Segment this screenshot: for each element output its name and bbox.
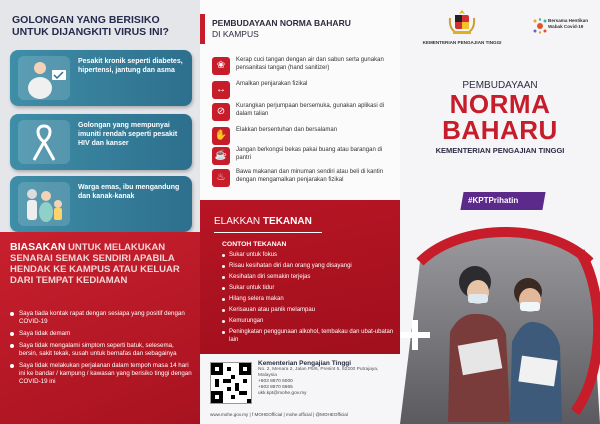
handwash-icon: ❀ bbox=[212, 57, 230, 75]
norm-item bbox=[212, 80, 392, 102]
risk-text: Pesakit kronik seperti diabetes, hipertensi, jantung dan asma bbox=[78, 58, 183, 74]
norms-heading-main: PEMBUDAYAAN NORMA BAHARU bbox=[212, 18, 351, 28]
norm-text: Elakkan bersentuhan dan bersalaman bbox=[236, 127, 338, 133]
norms-heading-sub: DI KAMPUS bbox=[212, 29, 259, 39]
norm-text: Bawa makanan dan minuman sendiri atau beli di kantin dengan mengamalkan penjarakan fizikal bbox=[236, 169, 384, 183]
cover-pembudayaan: PEMBUDAYAAN bbox=[462, 80, 538, 91]
stress-subheading: CONTOH TEKANAN bbox=[222, 241, 287, 248]
cover-norma: NORMA bbox=[449, 89, 551, 119]
norm-text: Kurangkan perjumpaan bersemuka, gunakan aplikasi di dalam talian bbox=[236, 103, 385, 117]
risk-card-immunity bbox=[10, 114, 192, 170]
checklist-highlight: BIASAKAN bbox=[10, 241, 66, 253]
norms-heading bbox=[212, 18, 351, 40]
contact-address: No. 2, Menara 2, Jalan P5/6, Presint 5, 62200 Putrajaya, Malaysia bbox=[258, 367, 379, 378]
checklist bbox=[10, 310, 194, 390]
cover-ministry: KEMENTERIAN PENGAJIAN TINGGI bbox=[435, 146, 565, 155]
contact-section bbox=[200, 354, 400, 424]
heading-accent bbox=[200, 14, 205, 44]
stress-item: Kemurungan bbox=[222, 318, 394, 326]
stress-item: Sukar untuk fokus bbox=[222, 252, 394, 260]
stress-item: Kerisauan atau panik melampau bbox=[222, 307, 394, 315]
stress-item: Peningkatan penggunaan alkohol, tembakau dan ubat-ubatan lain bbox=[222, 329, 394, 344]
partner-logo bbox=[532, 16, 596, 46]
partner-logo-text: Bersama Hentikan Wabak Covid-19 bbox=[548, 18, 589, 29]
left-panel bbox=[0, 0, 200, 424]
virus-dots-icon bbox=[532, 18, 548, 34]
norm-text: Jangan berkongsi bekas pakai buang atau barangan di pantri bbox=[236, 147, 383, 161]
ministry-label: KEMENTERIAN PENGAJIAN TINGGI bbox=[422, 40, 502, 45]
middle-panel bbox=[200, 0, 400, 424]
stress-heading-bold: TEKANAN bbox=[262, 216, 312, 227]
qr-code[interactable] bbox=[210, 362, 252, 404]
checklist-heading-rest: UNTUK MELAKUKAN SENARAI SEMAK SENDIRI APABILA HENDAK KE KAMPUS ATAU KELUAR DARI TEMPAT KEDIAMAN bbox=[10, 242, 180, 286]
checklist-section bbox=[0, 232, 200, 424]
contact-email[interactable]: ukk.kpt@mohe.gov.my bbox=[258, 391, 307, 396]
no-handshake-icon: ✋ bbox=[212, 127, 230, 145]
stress-item: Sukar untuk tidur bbox=[222, 285, 394, 293]
hashtag-badge bbox=[460, 192, 545, 210]
norm-item bbox=[212, 126, 392, 148]
stress-item: Hilang selera makan bbox=[222, 296, 394, 304]
stress-item: Risau kesihatan diri dan orang yang disayangi bbox=[222, 263, 394, 271]
risk-groups-title: GOLONGAN YANG BERISIKO UNTUK DIJANGKITI VIRUS INI? bbox=[12, 14, 169, 38]
norm-text: Kerap cuci tangan dengan air dan sabun serta gunakan pensanitasi tangan (hand sanitizer) bbox=[236, 57, 384, 71]
no-meeting-icon: ⊘ bbox=[212, 103, 230, 121]
risk-card-vulnerable bbox=[10, 176, 192, 232]
norm-item bbox=[212, 168, 392, 190]
stress-item: Kesihatan diri semakin terjejas bbox=[222, 274, 394, 282]
risk-card-chronic bbox=[10, 50, 192, 106]
contact-org: Kementerian Pengajian Tinggi bbox=[258, 360, 352, 367]
checklist-item: Saya tidak demam bbox=[10, 330, 194, 338]
checklist-item: Saya tidak melakukan perjalanan dalam tempoh masa 14 hari ini ke bandar / kampung / kawasan yang berisiko tinggi dengan COVID-19 ini bbox=[10, 362, 194, 386]
norm-text: Amalkan penjarakan fizikal bbox=[236, 81, 308, 87]
malaysia-crest-icon bbox=[447, 8, 477, 36]
stress-list bbox=[222, 252, 394, 348]
norms-section bbox=[200, 0, 400, 200]
norm-item bbox=[212, 102, 392, 124]
norm-item bbox=[212, 56, 392, 78]
stress-heading bbox=[214, 216, 312, 227]
cover-baharu: BAHARU bbox=[442, 115, 558, 145]
checklist-item: Saya tiada kontak rapat dengan sesiapa yang positif dengan COVID-19 bbox=[10, 310, 194, 326]
social-links[interactable]: www.mohe.gov.my | f MOHEOfficial | mohe.official | @MOHEOfficial bbox=[210, 412, 348, 417]
distancing-icon: ↔ bbox=[212, 81, 230, 99]
checklist-heading bbox=[10, 242, 194, 286]
right-panel bbox=[400, 0, 600, 424]
norm-item bbox=[212, 146, 392, 168]
food-icon: ♨ bbox=[212, 169, 230, 187]
family-icon bbox=[18, 182, 70, 226]
checklist-item: Saya tidak mengalami simptom seperti batuk, selesema, bersin, sakit tekak, susah untuk bernafas dan sebagainya bbox=[10, 342, 194, 358]
contact-phone-2[interactable]: +603 8870 6865 bbox=[258, 385, 293, 390]
risk-text: Golongan yang mempunyai imuniti rendah seperti pesakit HIV dan kanser bbox=[78, 122, 178, 147]
students-photo bbox=[400, 222, 600, 424]
no-sharing-icon: ☕ bbox=[212, 147, 230, 165]
ribbon-icon bbox=[18, 120, 70, 164]
contact-phone-1[interactable]: +603 8870 6000 bbox=[258, 379, 293, 384]
risk-text: Warga emas, ibu mengandung dan kanak-kanak bbox=[78, 184, 180, 200]
chronic-patient-icon bbox=[18, 56, 70, 100]
hashtag-text: #KPTPrihatin bbox=[468, 196, 519, 205]
contact-info bbox=[258, 360, 396, 397]
stress-heading-prefix: ELAKKAN bbox=[214, 216, 263, 227]
stress-underline bbox=[214, 232, 322, 233]
